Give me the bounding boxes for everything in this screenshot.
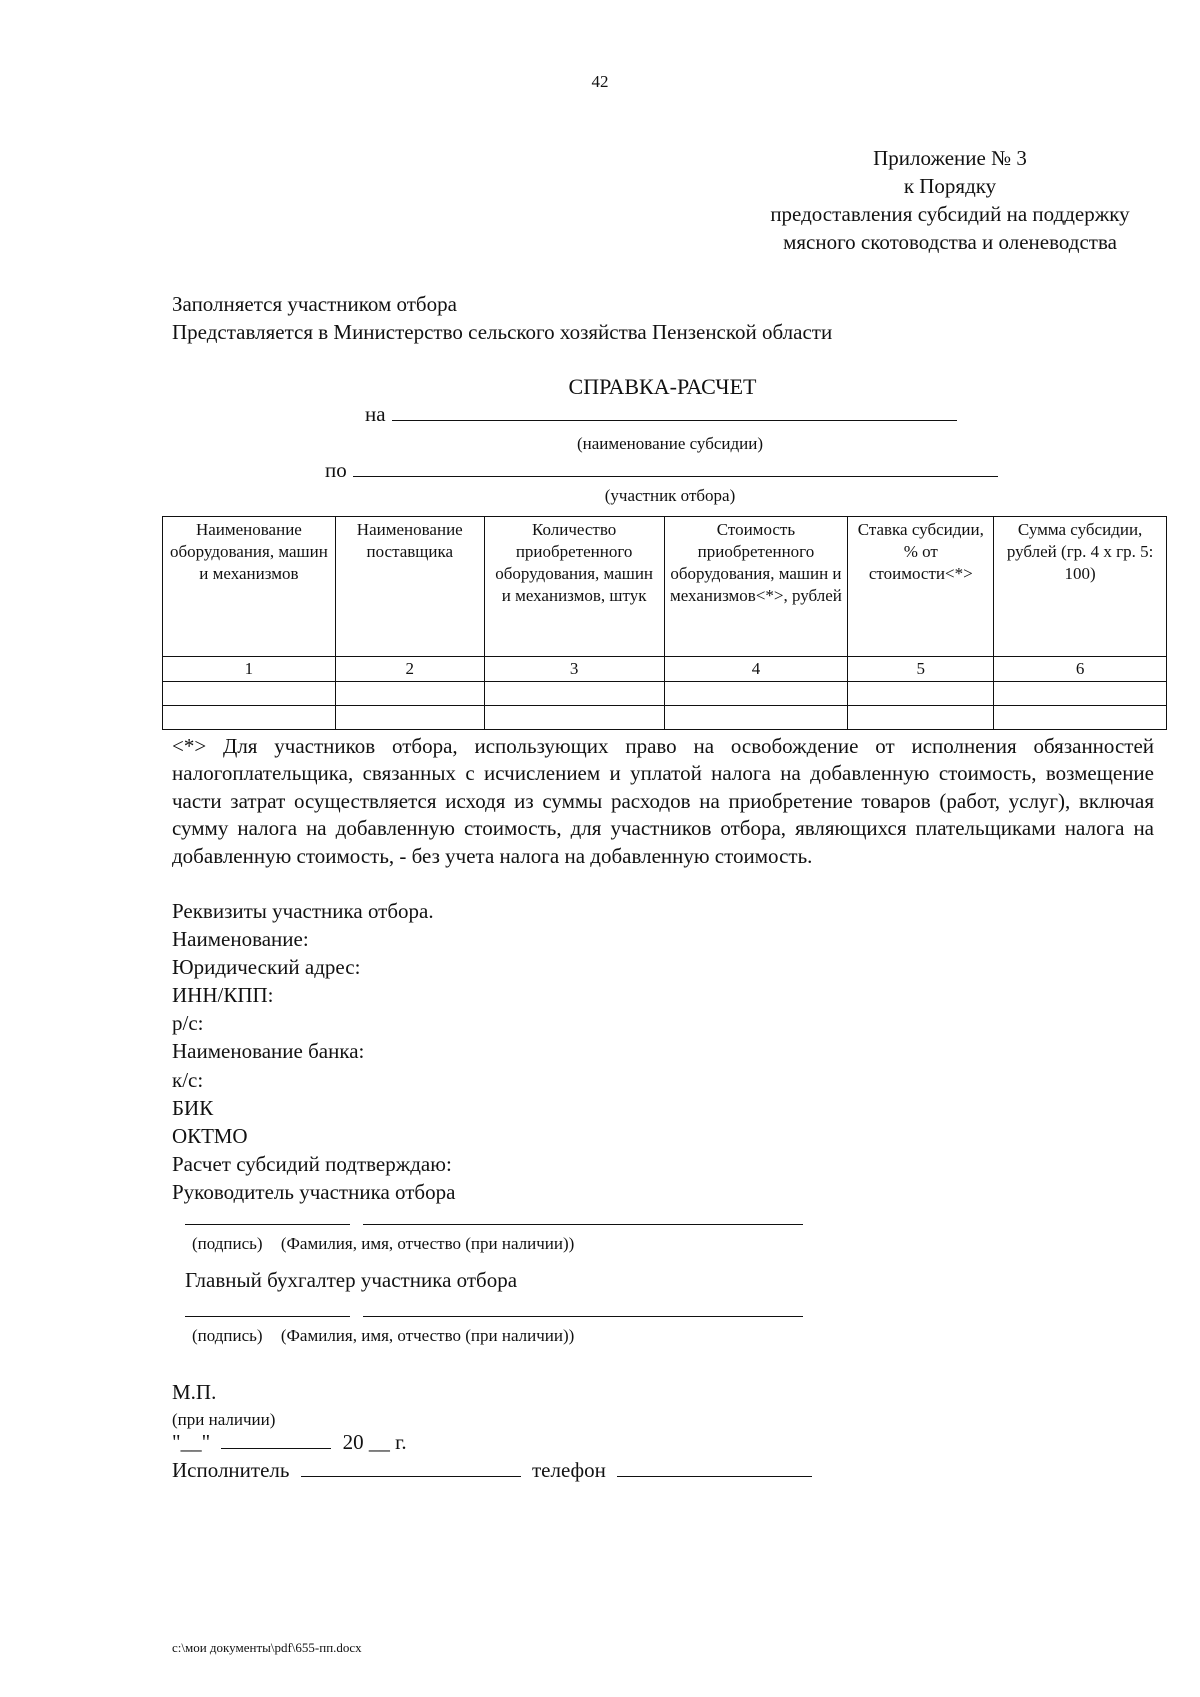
table-cell[interactable] (335, 706, 484, 730)
filled-by-note: Заполняется участником отбора (172, 292, 457, 316)
date-month-blank[interactable] (221, 1432, 331, 1449)
phone-label: телефон (531, 1458, 606, 1482)
table-cell[interactable] (484, 706, 664, 730)
header-equipment-name: Наименование оборудования, машин и механизмов (163, 517, 336, 657)
table-cell[interactable] (664, 682, 848, 706)
table-header-row (163, 517, 1167, 657)
accountant-signature-blank[interactable] (185, 1300, 350, 1317)
date-year-suffix: г. (395, 1430, 407, 1454)
header-subsidy-rate: Ставка субсидии, % от стоимости<*> (848, 517, 994, 657)
column-number: 3 (484, 657, 664, 682)
submitted-to-note: Представляется в Министерство сельского хозяйства Пензенской области (172, 320, 833, 344)
requisite-name: Наименование: (172, 927, 309, 952)
subsidy-name-line (365, 402, 957, 427)
participant-blank[interactable] (353, 458, 998, 477)
subsidy-name-blank[interactable] (392, 402, 957, 421)
page-number: 42 (591, 72, 609, 91)
header-cost: Стоимость приобретенного оборудования, машин и механизмов<*>, рублей (664, 517, 848, 657)
table-cell[interactable] (664, 706, 848, 730)
column-number: 5 (848, 657, 994, 682)
participant-prefix: по (325, 458, 347, 482)
table-row (163, 682, 1167, 706)
vat-footnote: <*> Для участников отбора, использующих право на освобождение от исполнения обязанностей налогоплательщика, связанных с исчислением и уплатой налога на добавленную стоимость, возмещение части затрат осуществляется исходя из суммы расходов на приобретение товаров (работ, услуг), включая сумму налога на добавленную стоимость, для участников отбора, являющихся плательщиками налога на добавленную стоимость, - без учета налога на добавленную стоимость. (172, 734, 1154, 868)
date-year-prefix: 20 (342, 1430, 364, 1454)
requisite-bik: БИК (172, 1095, 214, 1120)
head-of-participant: Руководитель участника отбора (172, 1179, 456, 1204)
requisites-block (172, 897, 455, 1206)
table-cell[interactable] (163, 682, 336, 706)
requisite-legal-address: Юридический адрес: (172, 955, 361, 980)
column-number: 6 (994, 657, 1167, 682)
table-cell[interactable] (848, 682, 994, 706)
stamp-note: (при наличии) (172, 1410, 276, 1429)
stamp-label: М.П. (172, 1380, 217, 1404)
head-signature-line (185, 1206, 803, 1231)
appendix-line: мясного скотоводства и оленеводства (783, 230, 1117, 254)
executor-blank[interactable] (301, 1460, 521, 1477)
requisite-oktmo: ОКТМО (172, 1123, 248, 1148)
header-quantity: Количество приобретенного оборудования, машин и механизмов, штук (484, 517, 664, 657)
date-year-blank: __ (368, 1430, 390, 1454)
fullname-caption: (Фамилия, имя, отчество (при наличии)) (280, 1234, 575, 1253)
calculation-table (162, 516, 1167, 730)
phone-blank[interactable] (617, 1460, 812, 1477)
table-cell[interactable] (484, 682, 664, 706)
table-cell[interactable] (335, 682, 484, 706)
requisite-inn-kpp: ИНН/КПП: (172, 983, 274, 1008)
executor-label: Исполнитель (172, 1458, 290, 1482)
signature-caption: (подпись) (192, 1326, 263, 1345)
requisite-bank-name: Наименование банка: (172, 1039, 365, 1064)
header-subsidy-sum: Сумма субсидии, рублей (гр. 4 х гр. 5: 100) (994, 517, 1167, 657)
executor-line (172, 1458, 812, 1483)
column-number: 2 (335, 657, 484, 682)
appendix-line: предоставления субсидий на поддержку (770, 202, 1130, 226)
accountant-fullname-blank[interactable] (363, 1300, 803, 1317)
chief-accountant-label: Главный бухгалтер участника отбора (185, 1268, 518, 1292)
requisite-account: р/с: (172, 1011, 204, 1036)
head-signature-caption (192, 1234, 574, 1254)
participant-line (325, 458, 998, 483)
table-cell[interactable] (848, 706, 994, 730)
header-supplier-name: Наименование поставщика (335, 517, 484, 657)
signature-caption: (подпись) (192, 1234, 263, 1253)
subsidy-name-caption: (наименование субсидии) (576, 434, 764, 453)
subsidy-prefix: на (365, 402, 386, 426)
column-number: 4 (664, 657, 848, 682)
appendix-line: к Порядку (903, 174, 997, 198)
intro-block (172, 290, 832, 346)
table-cell[interactable] (163, 706, 336, 730)
head-signature-blank[interactable] (185, 1208, 350, 1225)
date-day: "__" (172, 1430, 211, 1454)
fullname-caption: (Фамилия, имя, отчество (при наличии)) (280, 1326, 575, 1345)
accountant-signature-caption (192, 1326, 574, 1346)
requisite-corr-account: к/с: (172, 1067, 204, 1092)
head-fullname-blank[interactable] (363, 1208, 803, 1225)
table-number-row (163, 657, 1167, 682)
file-path: c:\мои документы\pdf\655-пп.docx (172, 1640, 362, 1655)
confirmation-text: Расчет субсидий подтверждаю: (172, 1151, 452, 1176)
accountant-signature-line (185, 1298, 803, 1323)
table-cell[interactable] (994, 682, 1167, 706)
participant-caption: (участник отбора) (604, 486, 736, 505)
column-number: 1 (163, 657, 336, 682)
appendix-header (690, 144, 1200, 256)
date-line (172, 1430, 407, 1455)
appendix-line: Приложение № 3 (873, 146, 1027, 170)
document-title: СПРАВКА-РАСЧЕТ (568, 374, 757, 399)
table-row (163, 706, 1167, 730)
requisites-heading: Реквизиты участника отбора. (172, 899, 434, 923)
table-cell[interactable] (994, 706, 1167, 730)
